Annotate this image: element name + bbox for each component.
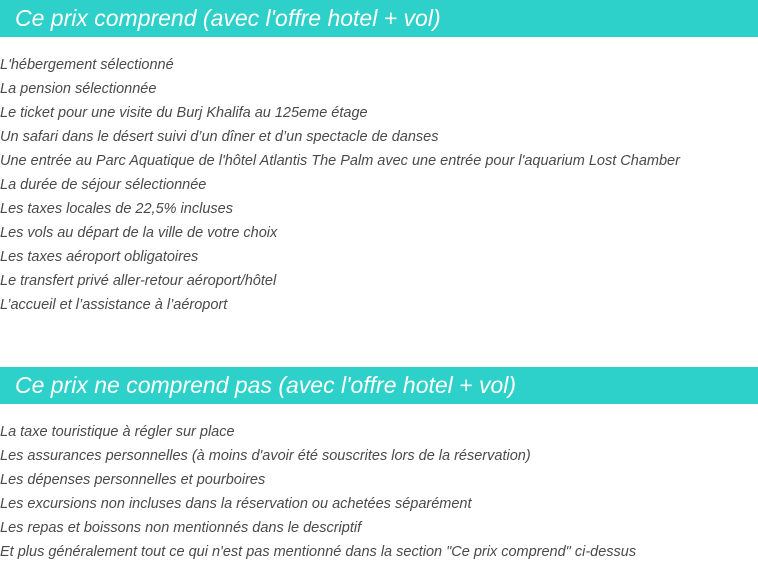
list-item: L’accueil et l’assistance à l’aéroport bbox=[0, 297, 228, 313]
list-item: Les excursions non incluses dans la réservation ou achetées séparément bbox=[0, 496, 472, 512]
list-item: Les dépenses personnelles et pourboires bbox=[0, 472, 266, 488]
list-item: Le ticket pour une visite du Burj Khalifa au 125eme étage bbox=[0, 105, 368, 121]
list-item: La taxe touristique à régler sur place bbox=[0, 424, 235, 440]
excludes-section-title: Ce prix ne comprend pas (avec l'offre hotel + vol) bbox=[0, 367, 758, 404]
list-item: Les vols au départ de la ville de votre choix bbox=[0, 225, 278, 241]
includes-section-title: Ce prix comprend (avec l'offre hotel + vol) bbox=[0, 0, 758, 37]
list-item: Et plus généralement tout ce qui n'est pas mentionné dans la section "Ce prix comprend" ci-dessus bbox=[0, 544, 637, 560]
list-item: La pension sélectionnée bbox=[0, 81, 157, 97]
includes-list bbox=[0, 53, 680, 317]
list-item: Les assurances personnelles (à moins d'avoir été souscrites lors de la réservation) bbox=[0, 448, 531, 464]
list-item: Une entrée au Parc Aquatique de l'hôtel Atlantis The Palm avec une entrée pour l'aquarium Lost Chamber bbox=[0, 153, 680, 169]
excludes-list bbox=[0, 420, 636, 564]
list-item: Les taxes aéroport obligatoires bbox=[0, 249, 199, 265]
list-item: La durée de séjour sélectionnée bbox=[0, 177, 207, 193]
list-item: Les repas et boissons non mentionnés dans le descriptif bbox=[0, 520, 362, 536]
list-item: Les taxes locales de 22,5% incluses bbox=[0, 201, 233, 217]
list-item: Le transfert privé aller-retour aéroport/hôtel bbox=[0, 273, 277, 289]
list-item: Un safari dans le désert suivi d’un dîner et d’un spectacle de danses bbox=[0, 129, 439, 145]
list-item: L'hébergement sélectionné bbox=[0, 57, 174, 73]
